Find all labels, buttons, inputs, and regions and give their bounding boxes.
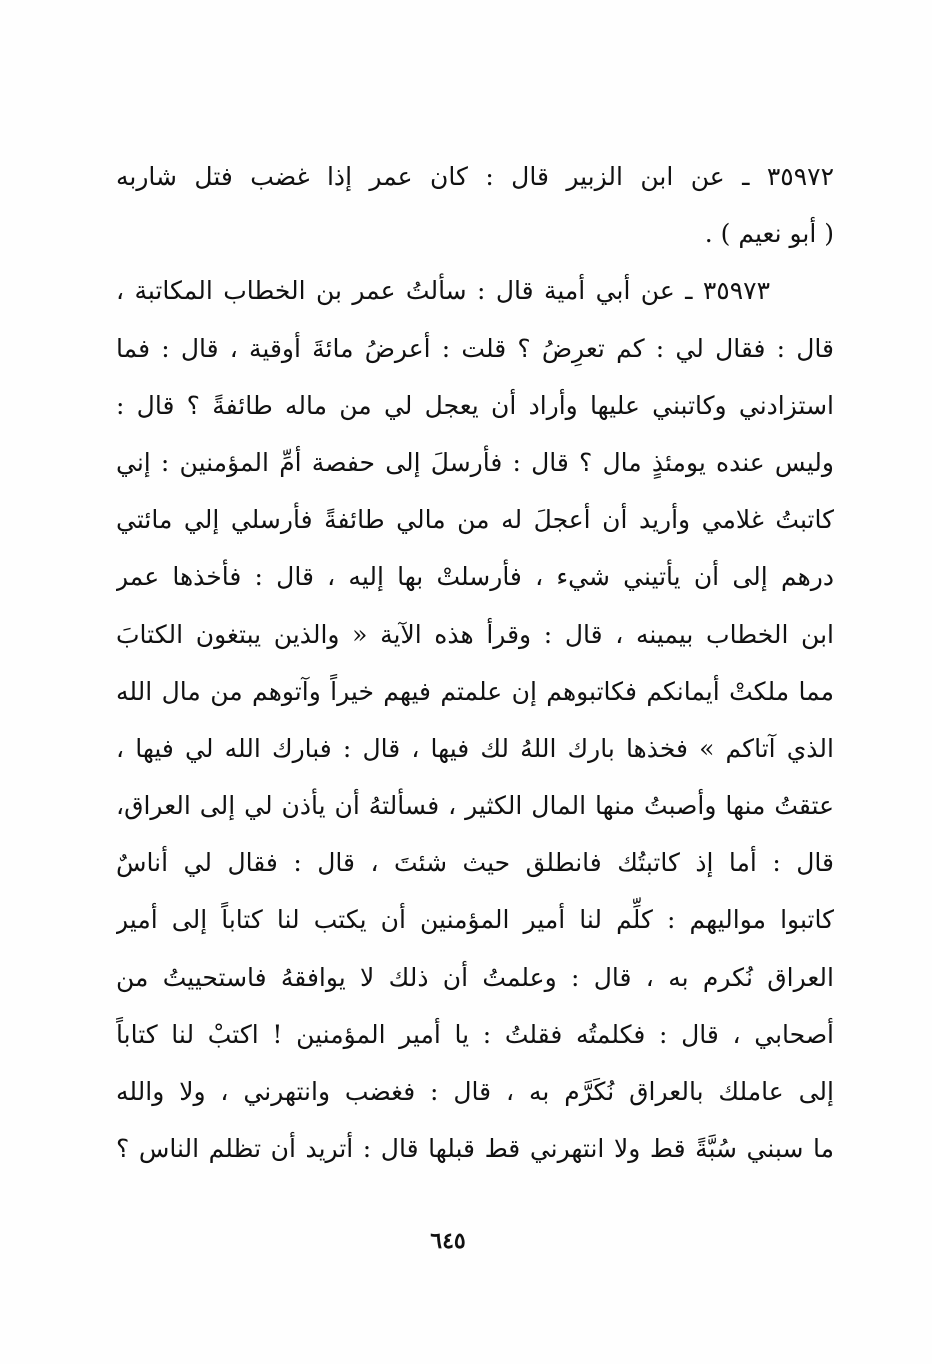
text-line: أصحابي ، قال : فكلمتُه فقلتُ : يا أمير المؤمنين ! اكتبْ لنا كتاباً [116, 1019, 834, 1049]
text-line: الذي آتاكم » فخذها بارك اللهُ لك فيها ، قال : فبارك الله لي فيها ، [116, 733, 834, 763]
page-text [116, 148, 834, 1177]
text-line: درهم إلى أن يأتيني شيء ، فأرسلتْ بها إليه ، قال : فأخذها عمر [116, 562, 834, 592]
text-line: ابن الخطاب بيمينه ، قال : وقرأ هذه الآية « والذين يبتغون الكتابَ [116, 619, 834, 649]
text-line: مما ملكتْ أيمانكم فكاتبوهم إن علمتم فيهم خيراً وآتوهم من مال الله [116, 676, 834, 706]
text-line: ٣٥٩٧٣ ـ عن أبي أمية قال : سألتُ عمر بن الخطاب المكاتبة ، [116, 276, 770, 306]
text-line: ٣٥٩٧٢ ـ عن ابن الزبير قال : كان عمر إذا غضب فتل شاربه [116, 162, 834, 191]
text-line: ( أبو نعيم ) . [704, 219, 834, 249]
text-line: العراق نُكرم به ، قال : وعلمتُ أن ذلك لا يوافقهُ فاستحييتُ من [116, 962, 834, 992]
text-line: كاتبوا مواليهم : كلِّم لنا أمير المؤمنين أن يكتب لنا كتاباً إلى أمير [116, 905, 834, 935]
text-line: إلى عاملك بالعراق نُكَرَّم به ، قال : فغضب وانتهرني ، ولا والله [116, 1077, 834, 1106]
text-line: استزادني وكاتبني عليها وأراد أن يعجل لي من ماله طائفةً ؟ قال : [116, 390, 834, 420]
page-number: ٦٤٥ [430, 1228, 466, 1254]
text-line: عتقتُ منها وأصبتُ منها المال الكثير ، فسألتهُ أن يأذن لي إلى العراق، [116, 791, 834, 821]
text-line: كاتبتُ غلامي وأريد أن أعجلَ له من مالي طائفةً فأرسلي إلي مائتي [116, 505, 834, 535]
text-line: وليس عنده يومئذٍ مال ؟ قال : فأرسلَ إلى حفصة أمِّ المؤمنين : إني [116, 447, 834, 477]
text-line: قال : أما إذ كاتبتُك فانطلق حيث شئتَ ، قال : فقال لي أناسٌ [116, 848, 834, 878]
text-line: ما سبني سُبَّةً قط ولا انتهرني قط قبلها قال : أتريد أن تظلم الناس ؟ [116, 1134, 834, 1164]
text-line: قال : فقال لي : كم تعرِضُ ؟ قلت : أعرضُ مائةَ أوقية ، قال : فما [116, 333, 834, 363]
